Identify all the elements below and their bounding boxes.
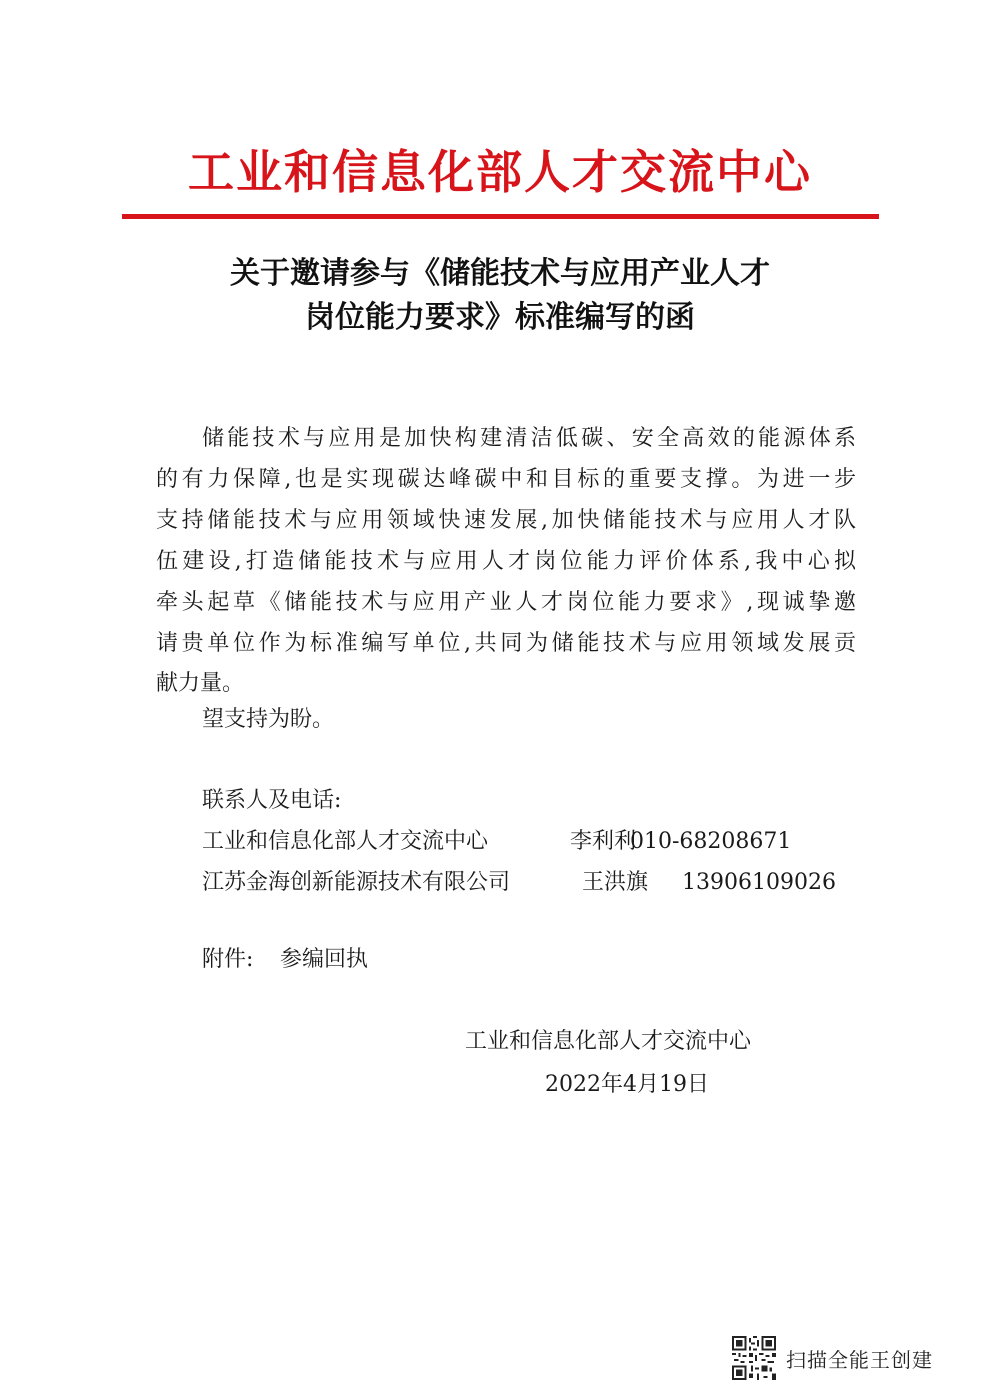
body-line: 的有力保障,也是实现碳达峰碳中和目标的重要支撑。为进一步 [156,467,856,492]
contact-row [202,863,836,903]
contact-org: 江苏金海创新能源技术有限公司 [202,870,511,895]
body-line: 伍建设,打造储能技术与应用人才岗位能力评价体系,我中心拟 [156,549,856,574]
signature-date: 2022年4月19日 [545,1072,709,1097]
contact-org: 工业和信息化部人才交流中心 [202,829,489,854]
signature-org: 工业和信息化部人才交流中心 [465,1029,752,1054]
body-line: 支持储能技术与应用领域快速发展,加快储能技术与应用人才队 [156,508,856,533]
scanner-watermark-text: 扫描全能王创建 [786,1347,933,1372]
contact-person: 李利利 [570,829,637,854]
attachment-label: 附件: [202,947,254,972]
attachment-value: 参编回执 [280,947,369,972]
qr-code-icon [732,1336,776,1380]
body-line: 请贵单位作为标准编写单位,共同为储能技术与应用领域发展贡 [156,631,856,656]
body-line: 献力量。 [156,671,245,696]
scanner-footer [732,1334,933,1382]
body-line: 牵头起草《储能技术与应用产业人才岗位能力要求》,现诚挚邀 [156,590,856,615]
document-title-line-1: 关于邀请参与《储能技术与应用产业人才 [230,256,770,291]
contact-phone: 13906109026 [682,870,836,895]
closing-line: 望支持为盼。 [202,707,335,732]
contact-row [202,822,791,862]
red-divider [122,214,879,219]
org-header: 工业和信息化部人才交流中心 [188,145,812,199]
contact-person: 王洪旗 [582,870,649,895]
document-title-line-2: 岗位能力要求》标准编写的函 [305,300,695,335]
contact-phone: 010-68208671 [630,829,792,854]
attachment-line [202,940,368,980]
body-line: 储能技术与应用是加快构建清洁低碳、安全高效的能源体系 [202,426,856,451]
contacts-label: 联系人及电话: [202,788,342,813]
